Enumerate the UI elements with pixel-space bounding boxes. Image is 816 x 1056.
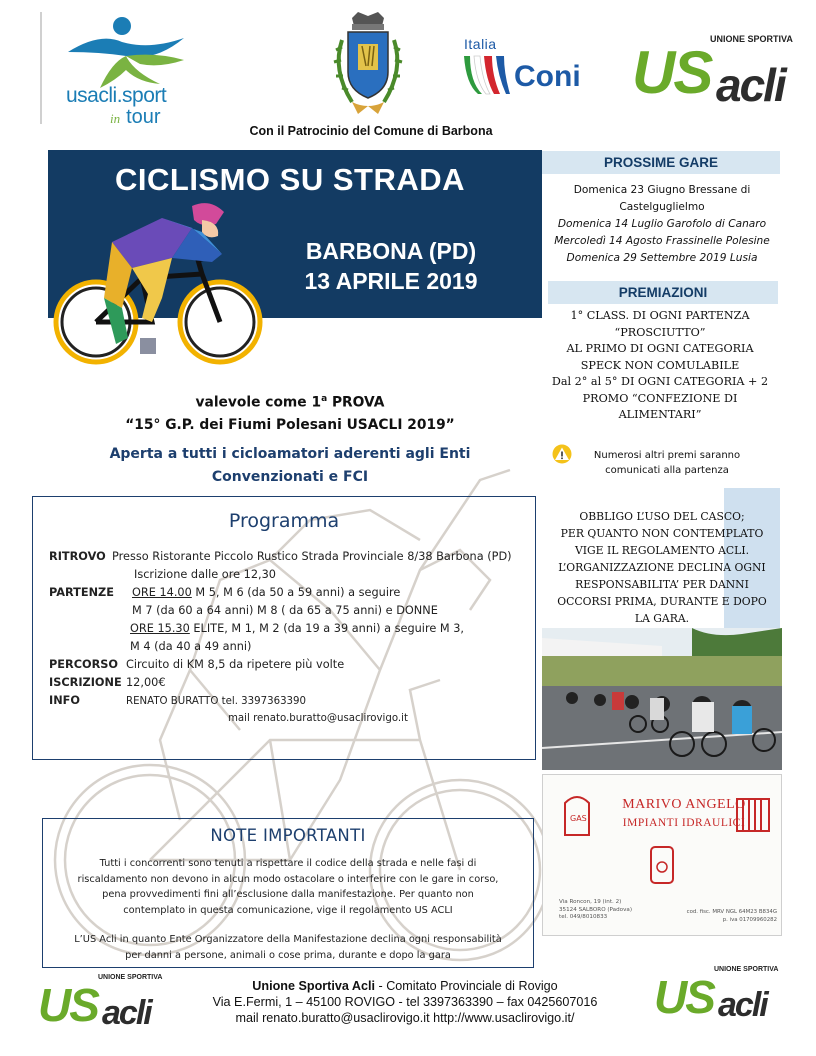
event-location-date — [262, 236, 520, 296]
altri-premi-line: Numerosi altri premi saranno — [593, 450, 741, 461]
note-line: per danni a persone, animali o cose prima, durante e dopo la gara — [125, 949, 451, 961]
note-line: Tutti i concorrenti sono tenuti a rispettare il codice della strada e nelle fasi di — [99, 858, 477, 869]
premiazioni-heading: PREMIAZIONI — [548, 281, 778, 304]
premio-line: Dal 2° al 5° DI OGNI CATEGORIA + 2 — [551, 375, 769, 388]
usacli-us-text: US — [654, 971, 714, 1023]
comune-crest-icon — [322, 10, 414, 120]
note-line: pena provvedimenti fini all’esclusione dalla manifestazione. Per quanto non — [102, 889, 474, 900]
gran-premio-title: “15° G.P. dei Fiumi Polesani USACLI 2019” — [125, 417, 455, 433]
iscrizione-label: ISCRIZIONE — [49, 676, 122, 689]
note-importanti-title: NOTE IMPORTANTI — [210, 826, 366, 845]
premio-line: “PROSCIUTTO” — [614, 325, 706, 339]
premio-line: 1° CLASS. DI OGNI PARTENZA — [570, 309, 750, 322]
footer-address: Via E.Fermi, 1 – 45100 ROVIGO - tel 3397363390 – fax 0425607016 — [212, 995, 598, 1009]
iscrizione-price: 12,00€ — [126, 676, 166, 689]
footer-contacts — [160, 978, 650, 1026]
iscrizione-orario: Iscrizione dalle ore 12,30 — [134, 568, 276, 581]
coni-italia-text: Italia — [464, 36, 497, 52]
warning-icon — [552, 444, 572, 464]
us-acli-logo-top — [630, 34, 800, 114]
aperta-text — [30, 443, 550, 489]
usacli-sport-in-tour-logo — [40, 12, 190, 127]
casco-line: OBBLIGO L’USO DEL CASCO; — [579, 510, 745, 523]
info-label: INFO — [49, 694, 80, 707]
usacli-us-text: US — [38, 979, 98, 1031]
casco-line: VIGE IL REGOLAMENTO ACLI. — [574, 544, 750, 557]
running-figure-icon — [60, 12, 190, 92]
coni-logo — [462, 36, 602, 100]
usacli-acli-text: acli — [716, 59, 785, 111]
altri-premi-line: comunicati alla partenza — [605, 465, 729, 476]
sponsor-name: MARIVO ANGELO — [622, 797, 746, 812]
gara-item: Domenica 23 Giugno Bressane di Castelguglielmo — [573, 184, 751, 213]
info-email[interactable]: mail renato.buratto@usaclirovigo.it — [228, 713, 408, 724]
sponsor-fiscal — [677, 909, 777, 924]
casco-line: PER QUANTO NON CONTEMPLATO — [560, 527, 764, 540]
ritrovo-label: RITROVO — [49, 550, 106, 563]
note-line: L’US Acli in quanto Ente Organizzatore della Manifestazione declina ogni responsabilità — [74, 934, 502, 945]
casco-line: OCCORSI PRIMA, DURANTE E DOPO — [557, 595, 767, 608]
patrocinio-text: Con il Patrocinio del Comune di Barbona — [249, 124, 493, 138]
sponsor-address — [559, 899, 659, 922]
casco-line: LA GARA. — [634, 612, 690, 625]
partenze-line-3: ORE 15.30 ELITE, M 1, M 2 (da 19 a 39 anni) a seguire M 3, — [130, 622, 464, 635]
race-photo — [542, 628, 782, 770]
prossime-gare-heading: PROSSIME GARE — [542, 151, 780, 174]
us-acli-logo-footer-right — [652, 966, 782, 1030]
aperta-line: Aperta a tutti i cicloamatori aderenti agli Enti — [109, 446, 471, 462]
gara-item: Domenica 14 Luglio Garofolo di Canaro — [557, 218, 767, 230]
sponsor-advert — [542, 774, 782, 936]
valevole-text: valevole come 1$^a$ PROVA — [195, 394, 385, 411]
footer-mail-web[interactable]: mail renato.buratto@usaclirovigo.it http://www.usaclirovigo.it/ — [235, 1011, 575, 1025]
premiazioni-list — [544, 308, 776, 424]
usacli-subtitle: UNIONE SPORTIVA — [714, 966, 779, 973]
gara-item: Domenica 29 Settembre 2019 Lusia — [566, 252, 758, 264]
percorso-label: PERCORSO — [49, 658, 119, 671]
partenze-line-1: ORE 14.00 M 5, M 6 (da 50 a 59 anni) a seguire — [132, 586, 401, 599]
footer-org: Unione Sportiva Acli - Comitato Provinciale di Rovigo — [252, 979, 558, 993]
note-line: riscaldamento non devono in alcun modo ostacolare o interferire con le gare in corso, — [77, 873, 499, 885]
logo-text-usacli-sport: usacli.sport — [66, 84, 167, 107]
info-contact: RENATO BURATTO tel. 3397363390 — [126, 696, 306, 707]
premio-line: SPECK NON COMULABILE — [580, 358, 740, 372]
usacli-us-text: US — [632, 39, 712, 106]
casco-line: L’ORGANIZZAZIONE DECLINA OGNI — [558, 561, 766, 574]
prossime-gare-list — [544, 182, 780, 267]
obbligo-casco-text — [546, 508, 778, 627]
usacli-subtitle: UNIONE SPORTIVA — [710, 34, 793, 44]
water-heater-icon — [647, 845, 677, 885]
event-date: 13 APRILE 2019 — [304, 268, 478, 294]
premio-line: ALIMENTARI” — [618, 408, 702, 421]
usacli-acli-text: acli — [718, 986, 767, 1024]
gara-item: Mercoledì 14 Agosto Frassinelle Polesine — [554, 235, 770, 247]
usacli-acli-text: acli — [102, 994, 151, 1032]
note-paragraph-1 — [44, 856, 532, 918]
sponsor-fiscal-line: p. iva 01709960282 — [722, 916, 777, 923]
us-acli-logo-footer-left — [36, 974, 166, 1038]
sponsor-fiscal-line: cod. fisc. MRV NGL 64M23 B834G — [686, 909, 777, 915]
logo-divider — [40, 12, 42, 124]
sponsor-address-line: Via Roncon, 19 (int. 2) — [559, 899, 622, 905]
partenze-line-4: M 4 (da 40 a 49 anni) — [130, 640, 252, 653]
sponsor-address-line: tel. 049/8010833 — [559, 914, 608, 920]
premio-line: AL PRIMO DI OGNI CATEGORIA — [566, 342, 754, 355]
partenze-label: PARTENZE — [49, 586, 114, 599]
premio-line: PROMO “CONFEZIONE DI — [582, 391, 738, 405]
aperta-line: Convenzionati e FCI — [211, 469, 369, 485]
gas-boiler-icon — [557, 791, 597, 839]
percorso-text: Circuito di KM 8,5 da ripetere più volte — [126, 658, 345, 671]
note-line: contemplato in questa comunicazione, vige il regolamento US ACLI — [123, 904, 453, 916]
programma-title: Programma — [228, 510, 340, 532]
event-title: CICLISMO SU STRADA — [115, 162, 465, 197]
note-paragraph-2 — [44, 932, 532, 963]
cyclist-illustration — [52, 198, 264, 374]
sponsor-subtitle: IMPIANTI IDRAULICI — [622, 817, 746, 829]
altri-premi-note — [572, 448, 762, 478]
ritrovo-text: Presso Ristorante Piccolo Rustico Strada Provinciale 8/38 Barbona (PD) — [112, 550, 512, 563]
sponsor-address-line: 35124 SALBORO (Padova) — [559, 906, 633, 913]
logo-text-in-tour: in tour — [110, 106, 161, 128]
partenze-line-2: M 7 (da 60 a 64 anni) M 8 ( da 65 a 75 anni) e DONNE — [132, 604, 438, 617]
svg-text:GAS: GAS — [570, 814, 587, 823]
usacli-subtitle: UNIONE SPORTIVA — [98, 974, 163, 981]
casco-line: RESPONSABILITA’ PER DANNI — [575, 578, 749, 591]
event-location: BARBONA (PD) — [305, 238, 477, 264]
coni-text: Coni — [514, 60, 581, 93]
coni-tricolor-icon — [462, 54, 512, 96]
